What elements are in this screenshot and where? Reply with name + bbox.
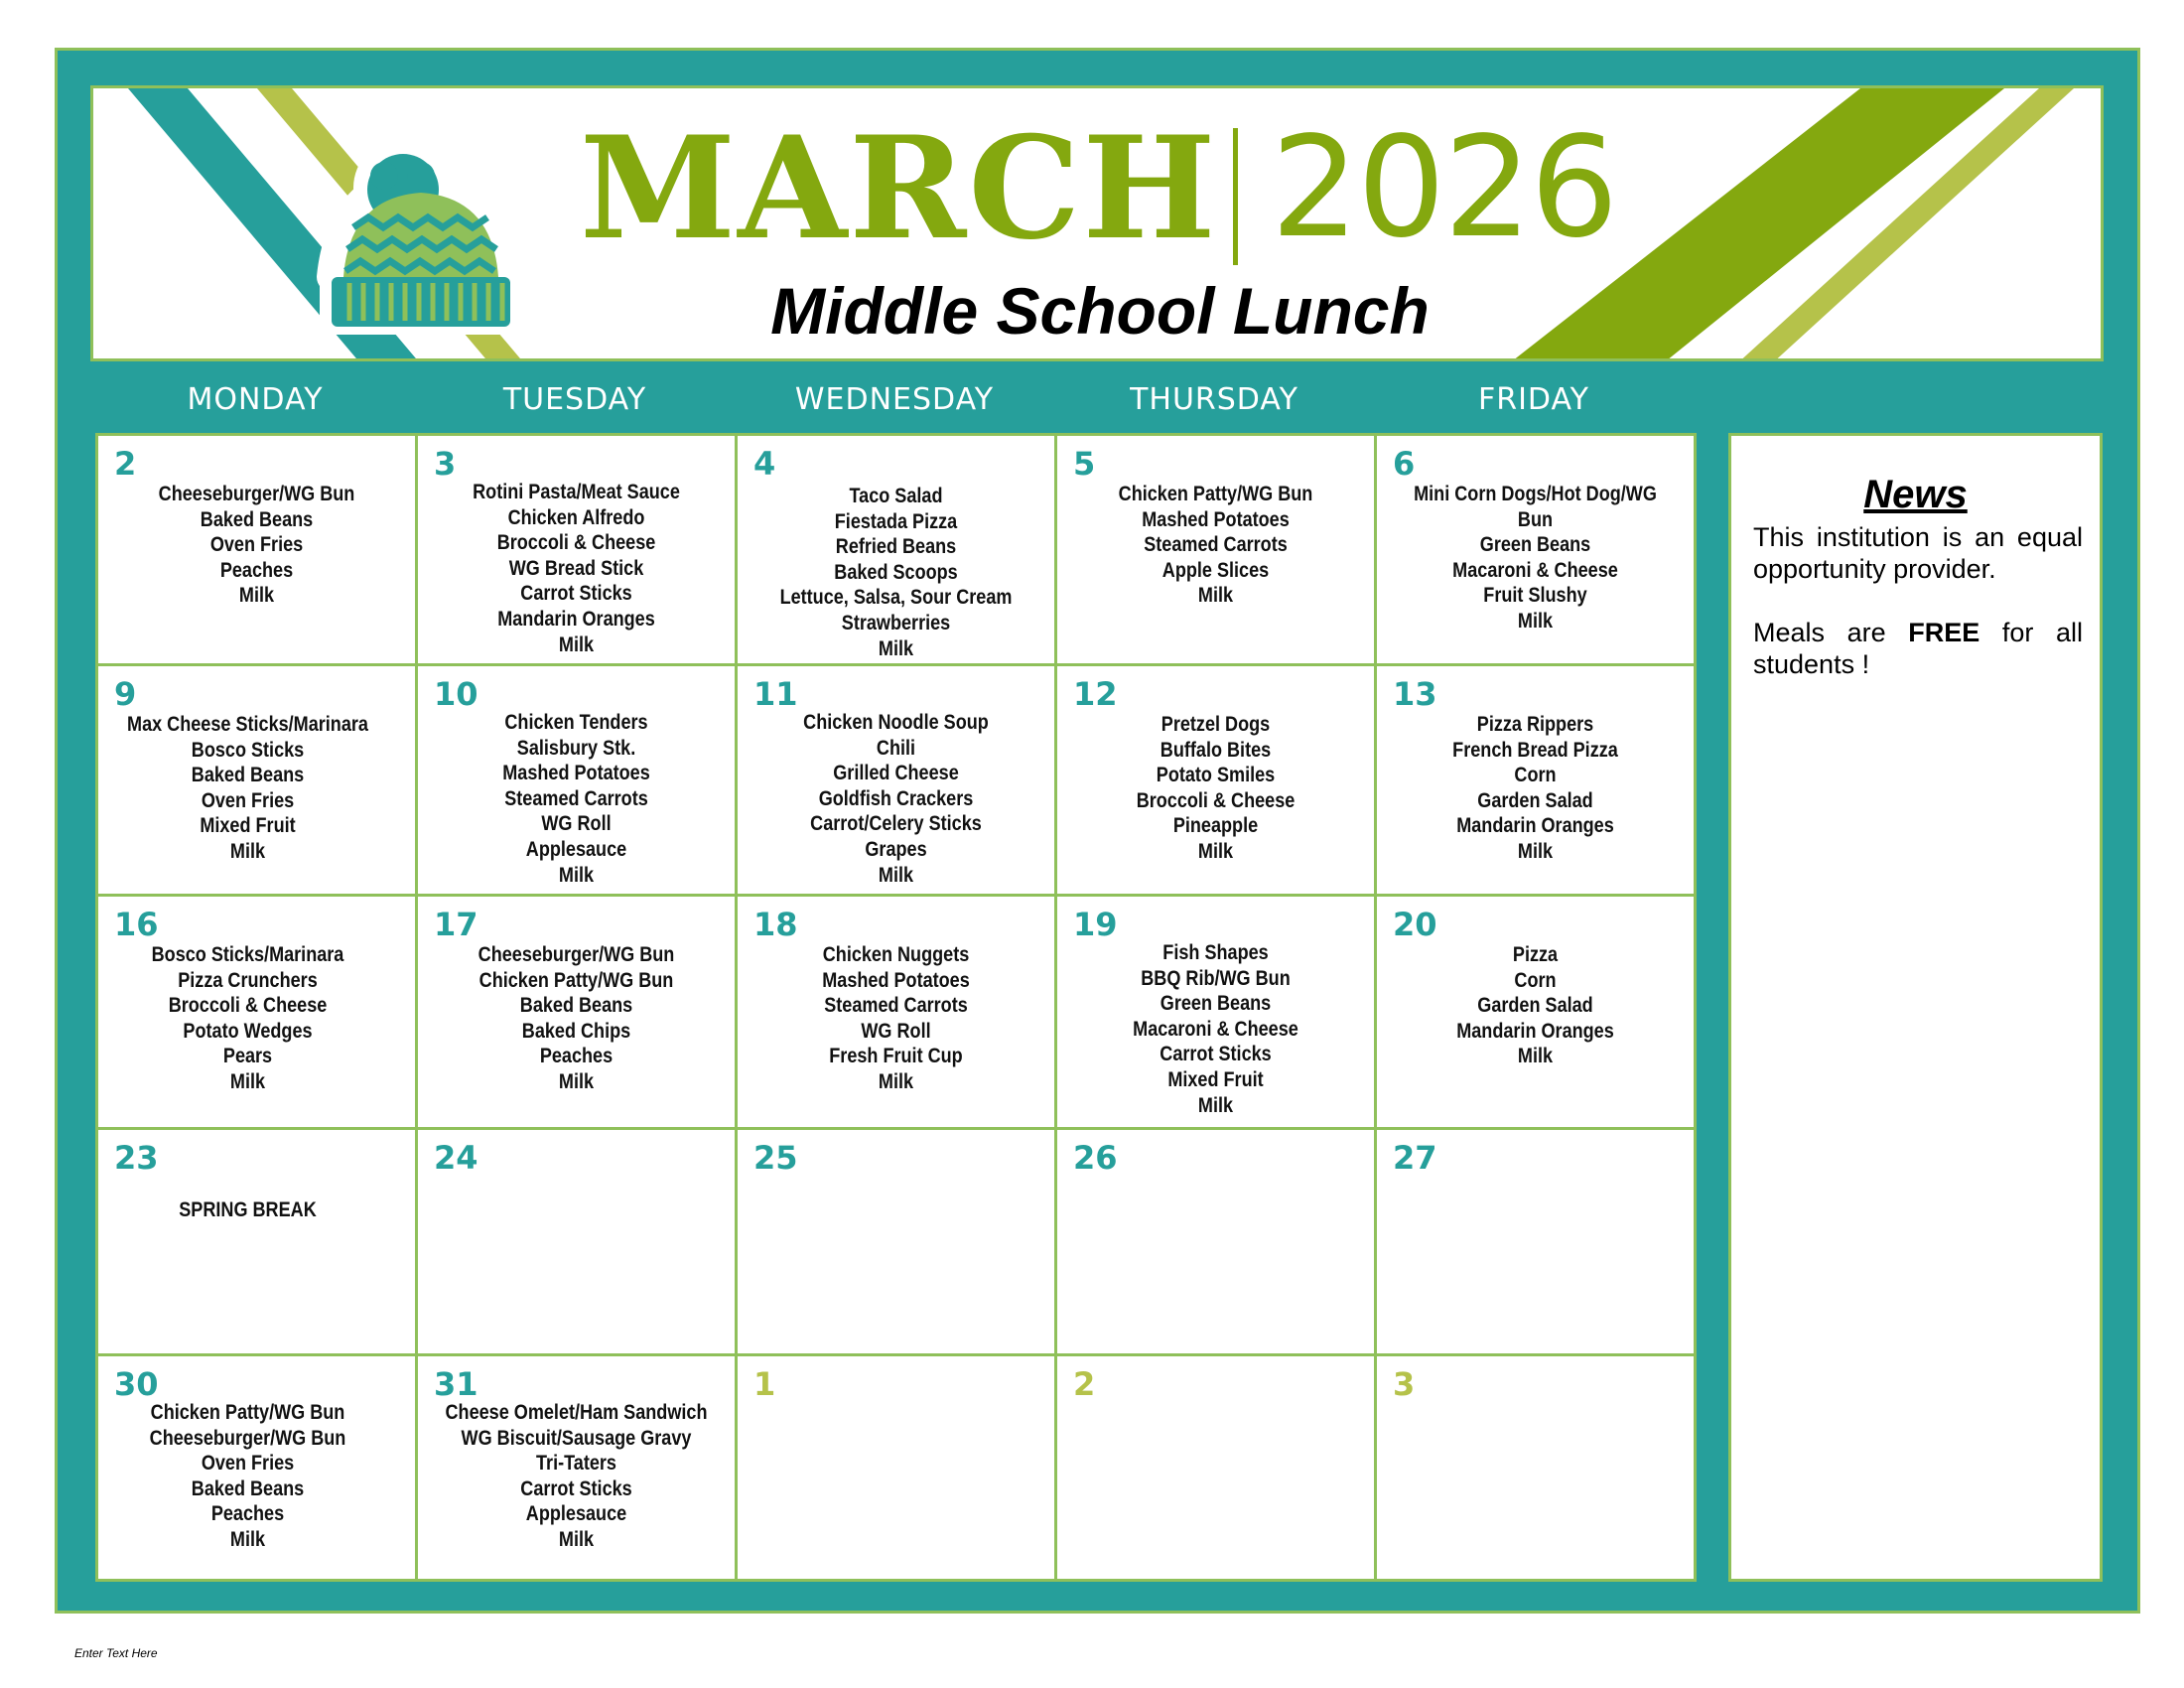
day-cell — [418, 1130, 738, 1356]
news-equal-opportunity: This institution is an equal opportunity provider. — [1753, 522, 2083, 584]
day-cell — [738, 897, 1057, 1130]
menu-item: Max Cheese Sticks/Marinara — [127, 713, 368, 736]
menu-item: Chicken Nuggets — [822, 943, 970, 966]
day-cell — [418, 1356, 738, 1579]
menu-list — [120, 482, 392, 609]
day-number: 9 — [114, 675, 137, 713]
news-free-bold: FREE — [1908, 618, 1980, 647]
menu-item: Milk — [878, 1069, 914, 1093]
day-number: 3 — [434, 445, 457, 483]
year-title: 2026 — [1271, 107, 1617, 269]
menu-item: Lettuce, Salsa, Sour Cream — [779, 586, 1013, 610]
menu-list — [1079, 482, 1351, 609]
menu-item: Oven Fries — [201, 788, 295, 812]
menu-item: Garden Salad — [1477, 788, 1593, 812]
menu-item: Baked Beans — [191, 764, 305, 787]
menu-item: Steamed Carrots — [504, 786, 648, 810]
menu-list — [1399, 942, 1671, 1069]
menu-item: Milk — [878, 636, 914, 660]
day-number: 2 — [114, 445, 137, 483]
day-cell — [98, 666, 418, 897]
menu-item: Milk — [1517, 609, 1554, 633]
menu-item: Applesauce — [525, 1502, 627, 1526]
menu-list — [440, 942, 712, 1095]
menu-item: Macaroni & Cheese — [1133, 1017, 1298, 1041]
menu-item: Mashed Potatoes — [502, 762, 650, 785]
menu-item: Cheeseburger/WG Bun — [149, 1426, 346, 1450]
menu-item: Applesauce — [525, 837, 627, 861]
day-cell — [418, 436, 738, 666]
menu-item: Milk — [558, 863, 595, 887]
menu-item: Peaches — [219, 558, 294, 582]
day-cell — [418, 666, 738, 897]
menu-item: Fiestada Pizza — [834, 509, 958, 533]
day-number: 27 — [1393, 1139, 1437, 1177]
menu-item: Pizza Rippers — [1476, 713, 1594, 736]
menu-item: Mandarin Oranges — [497, 607, 655, 631]
day-number: 20 — [1393, 906, 1437, 943]
menu-item: Mini Corn Dogs/Hot Dog/WG — [1414, 483, 1657, 505]
menu-item: WG Bread Stick — [508, 556, 644, 580]
menu-item: Goldfish Crackers — [818, 786, 974, 810]
menu-item: Chili — [876, 736, 916, 760]
day-number: 12 — [1073, 675, 1118, 713]
calendar-grid — [95, 433, 1697, 1582]
menu-list — [440, 1400, 712, 1553]
news-free-prefix: Meals are — [1753, 618, 1909, 647]
menu-item: Grilled Cheese — [833, 762, 959, 785]
weekday-thursday: THURSDAY — [1130, 382, 1298, 417]
menu-item: Milk — [1517, 1045, 1554, 1068]
menu-item: French Bread Pizza — [1452, 738, 1618, 762]
menu-item: Potato Smiles — [1156, 764, 1276, 787]
menu-list — [440, 480, 712, 657]
menu-item: Chicken Patty/WG Bun — [150, 1401, 345, 1424]
day-cell — [1377, 897, 1694, 1130]
menu-item: Mashed Potatoes — [1142, 507, 1290, 531]
menu-item: Fresh Fruit Cup — [829, 1045, 963, 1068]
menu-item: Grapes — [865, 837, 927, 861]
menu-item: Mashed Potatoes — [822, 968, 970, 992]
menu-item: Fish Shapes — [1162, 941, 1269, 964]
day-number: 24 — [434, 1139, 478, 1177]
menu-item: Milk — [558, 1069, 595, 1093]
menu-list — [759, 484, 1031, 661]
day-cell — [98, 436, 418, 666]
day-cell — [98, 1356, 418, 1579]
menu-item: Cheeseburger/WG Bun — [158, 483, 355, 505]
weekday-friday: FRIDAY — [1477, 382, 1590, 417]
menu-item: Buffalo Bites — [1160, 738, 1272, 762]
menu-item: Apple Slices — [1161, 558, 1270, 582]
menu-item: Chicken Tenders — [504, 711, 648, 734]
menu-item: Bosco Sticks — [191, 738, 305, 762]
day-cell — [418, 897, 738, 1130]
menu-item: Taco Salad — [849, 485, 943, 507]
menu-list — [1399, 712, 1671, 865]
day-cell — [1377, 1356, 1694, 1579]
day-cell — [1057, 897, 1377, 1130]
menu-item: Rotini Pasta/Meat Sauce — [473, 481, 680, 503]
menu-item: Steamed Carrots — [1144, 533, 1288, 557]
day-number: 26 — [1073, 1139, 1118, 1177]
weekday-wednesday: WEDNESDAY — [794, 382, 995, 417]
title-separator — [1233, 128, 1238, 265]
menu-list — [440, 710, 712, 888]
day-number: 31 — [434, 1365, 478, 1403]
menu-item: Milk — [1197, 1093, 1234, 1117]
news-title: News — [1863, 473, 1968, 516]
menu-item: Strawberries — [841, 611, 951, 634]
day-number: 5 — [1073, 445, 1096, 483]
day-number: 3 — [1393, 1365, 1416, 1403]
day-number: 1 — [753, 1365, 776, 1403]
menu-item: Pretzel Dogs — [1160, 713, 1271, 736]
menu-item: Milk — [229, 1527, 266, 1551]
menu-item: Milk — [229, 1069, 266, 1093]
menu-item: Refried Beans — [835, 535, 957, 559]
menu-item: Milk — [558, 633, 595, 656]
menu-item: Chicken Patty/WG Bun — [1118, 483, 1313, 505]
menu-item: Green Beans — [1160, 992, 1272, 1016]
menu-item: Milk — [229, 839, 266, 863]
menu-item: Broccoli & Cheese — [1136, 788, 1296, 812]
menu-item: Pizza — [1512, 943, 1559, 966]
menu-item: Pizza Crunchers — [178, 968, 318, 992]
menu-item: Macaroni & Cheese — [1452, 558, 1618, 582]
day-number: 16 — [114, 906, 159, 943]
day-cell — [738, 1130, 1057, 1356]
menu-item: Cheeseburger/WG Bun — [478, 943, 675, 966]
menu-item: WG Roll — [541, 812, 612, 836]
calendar-subtitle: Middle School Lunch — [770, 274, 1430, 348]
menu-item: WG Biscuit/Sausage Gravy — [461, 1426, 692, 1450]
day-number: 2 — [1073, 1365, 1096, 1403]
menu-item: Mixed Fruit — [1167, 1067, 1264, 1091]
day-number: 10 — [434, 675, 478, 713]
menu-item: Tri-Taters — [536, 1452, 616, 1476]
day-cell — [1377, 1130, 1694, 1356]
menu-item: Milk — [1197, 839, 1234, 863]
menu-item: Green Beans — [1479, 533, 1591, 557]
menu-item: Baked Chips — [521, 1019, 631, 1043]
menu-item: Chicken Alfredo — [507, 505, 645, 529]
menu-item: Fruit Slushy — [1483, 584, 1587, 608]
day-number: 13 — [1393, 675, 1437, 713]
menu-item: BBQ Rib/WG Bun — [1141, 966, 1291, 990]
menu-item: Pears — [222, 1045, 273, 1068]
news-panel — [1728, 433, 2103, 1582]
menu-item: Peaches — [210, 1502, 285, 1526]
menu-item: Baked Beans — [519, 994, 633, 1018]
day-number: 18 — [753, 906, 798, 943]
news-free-meals — [1753, 617, 2083, 680]
month-title: MARCH — [580, 106, 1218, 271]
menu-item: Milk — [878, 863, 914, 887]
day-cell — [1377, 666, 1694, 897]
weekday-monday: MONDAY — [187, 382, 324, 417]
footer-note: Enter Text Here — [74, 1646, 158, 1660]
menu-item: Milk — [1197, 584, 1234, 608]
day-cell — [1057, 436, 1377, 666]
weekday-tuesday: TUESDAY — [502, 382, 647, 417]
menu-item: Oven Fries — [209, 533, 304, 557]
menu-item: Mandarin Oranges — [1456, 814, 1614, 838]
menu-item: Broccoli & Cheese — [496, 531, 656, 555]
menu-item: SPRING BREAK — [179, 1198, 317, 1221]
day-cell — [1057, 666, 1377, 897]
day-cell — [1057, 1356, 1377, 1579]
menu-list — [110, 712, 384, 865]
menu-item: Milk — [1517, 839, 1554, 863]
day-number: 11 — [753, 675, 798, 713]
menu-item: Bun — [1517, 507, 1554, 531]
day-cell — [738, 1356, 1057, 1579]
day-cell — [98, 897, 418, 1130]
news-free-suffix: for all students ! — [1753, 618, 2083, 679]
menu-list — [1079, 712, 1351, 865]
day-cell — [738, 666, 1057, 897]
menu-item: Baked Scoops — [834, 560, 958, 584]
menu-item: Salisbury Stk. — [516, 736, 636, 760]
menu-item: Carrot Sticks — [1160, 1043, 1272, 1066]
menu-item: Carrot Sticks — [520, 582, 632, 606]
day-number: 30 — [114, 1365, 159, 1403]
menu-item: Bosco Sticks/Marinara — [151, 943, 344, 966]
day-cell — [1057, 1130, 1377, 1356]
day-number: 17 — [434, 906, 478, 943]
menu-item: Potato Wedges — [183, 1019, 313, 1043]
menu-item: Baked Beans — [200, 507, 314, 531]
day-number: 4 — [753, 445, 776, 483]
menu-list — [110, 942, 384, 1095]
menu-item: Broccoli & Cheese — [168, 994, 328, 1018]
menu-item: Peaches — [539, 1045, 614, 1068]
menu-item: Corn — [1514, 968, 1557, 992]
day-number: 19 — [1073, 906, 1118, 943]
menu-item: Carrot Sticks — [520, 1477, 632, 1500]
menu-list — [759, 710, 1031, 888]
menu-item: Steamed Carrots — [824, 994, 968, 1018]
menu-item: WG Roll — [861, 1019, 931, 1043]
day-cell — [1377, 436, 1694, 666]
day-number: 23 — [114, 1139, 159, 1177]
day-number: 25 — [753, 1139, 798, 1177]
day-cell — [738, 436, 1057, 666]
menu-item: Baked Beans — [191, 1477, 305, 1500]
menu-item: Corn — [1514, 764, 1557, 787]
menu-list — [1399, 482, 1671, 634]
menu-item: Pineapple — [1172, 814, 1259, 838]
menu-item: Chicken Noodle Soup — [803, 711, 989, 734]
day-cell — [98, 1130, 418, 1356]
menu-item: Mandarin Oranges — [1456, 1019, 1614, 1043]
menu-item: Chicken Patty/WG Bun — [478, 968, 674, 992]
menu-item: Carrot/Celery Sticks — [810, 812, 982, 836]
menu-item: Milk — [558, 1527, 595, 1551]
menu-list — [110, 1400, 384, 1553]
menu-list — [110, 1197, 384, 1223]
menu-item: Garden Salad — [1477, 994, 1593, 1018]
day-number: 6 — [1393, 445, 1416, 483]
calendar-header — [90, 85, 2104, 361]
menu-list — [1079, 940, 1351, 1118]
menu-item: Oven Fries — [201, 1452, 295, 1476]
menu-item: Cheese Omelet/Ham Sandwich — [445, 1401, 708, 1424]
menu-list — [759, 942, 1031, 1095]
menu-item: Mixed Fruit — [200, 814, 296, 838]
menu-item: Milk — [238, 584, 275, 608]
